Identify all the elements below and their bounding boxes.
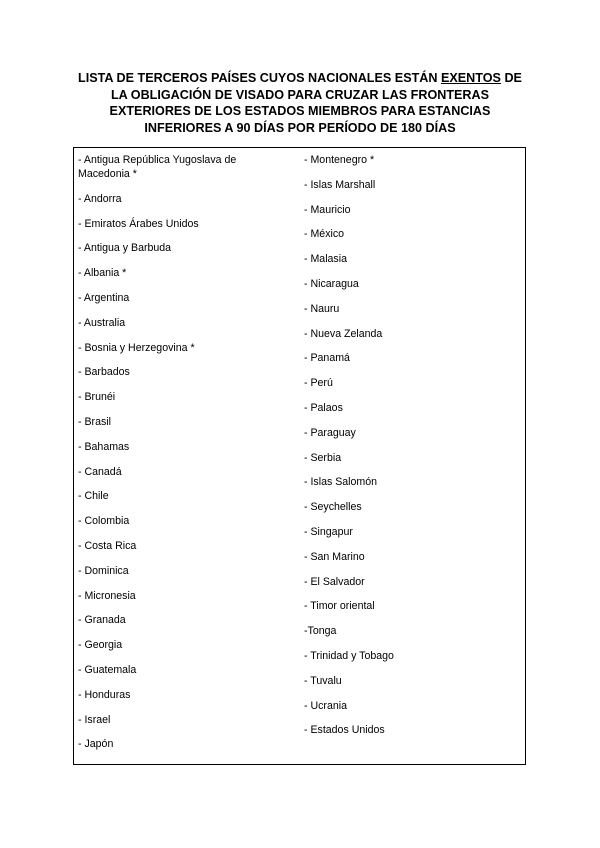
list-item: - Japón [78, 738, 114, 751]
list-item: - Bosnia y Herzegovina * [78, 341, 195, 354]
list-item: - Australia [78, 316, 126, 329]
country-list-box [73, 147, 526, 765]
list-item: - Antigua y Barbuda [78, 242, 172, 255]
list-item: - Serbia [304, 451, 342, 464]
list-item: - Singapur [304, 525, 353, 538]
list-item: - Andorra [78, 192, 122, 205]
list-item: - México [304, 228, 345, 241]
list-item: - Granada [78, 614, 126, 627]
list-item: - Trinidad y Tobago [304, 649, 394, 662]
list-item: - Chile [78, 490, 109, 503]
list-item: - Malasia [304, 253, 347, 266]
list-item: - Barbados [78, 366, 130, 379]
document-title [70, 70, 530, 137]
list-item: - Colombia [78, 515, 130, 528]
list-item: - Bahamas [78, 440, 130, 453]
list-item: - Mauricio [304, 203, 351, 216]
list-item: - Montenegro * [304, 154, 375, 166]
list-item: - Antigua República Yugoslava de Macedonia * [78, 154, 237, 180]
title-text-end: DE LA OBLIGACIÓN DE VISADO PARA CRUZAR LAS FRONTERAS EXTERIORES DE LOS ESTADOS MIEMBROS PARA ESTANCIAS INFERIORES A 90 DÍAS POR PERÍODO DE 180 DÍAS [109, 71, 522, 136]
list-item: - Islas Marshall [304, 178, 376, 191]
list-item: - Estados Unidos [304, 724, 385, 737]
title-underlined-word: EXENTOS [440, 71, 501, 85]
list-item: - Timor oriental [304, 600, 375, 613]
list-item: - Georgia [78, 639, 123, 652]
list-item: - Nicaragua [304, 277, 359, 290]
list-item: - Islas Salomón [304, 476, 378, 489]
list-item: - Nauru [304, 302, 340, 315]
list-item: - Emiratos Árabes Unidos [78, 217, 199, 230]
list-item: - El Salvador [304, 575, 365, 588]
list-item: - Dominica [78, 564, 129, 577]
list-item: - Albania * [78, 267, 127, 280]
list-item: - Canadá [78, 465, 122, 478]
list-item: - Paraguay [304, 426, 356, 439]
list-item: - Guatemala [78, 663, 137, 676]
list-item: - Costa Rica [78, 539, 137, 552]
list-item: - Brunéi [78, 391, 116, 404]
list-item: - Honduras [78, 688, 131, 701]
list-item: - Brasil [78, 415, 111, 428]
list-item: - Seychelles [304, 501, 362, 514]
right-country-column [304, 153, 504, 748]
list-item: - Ucrania [304, 699, 347, 712]
list-item: - Nueva Zelanda [304, 327, 383, 340]
list-item: - Palaos [304, 401, 343, 414]
list-item: - San Marino [304, 550, 365, 563]
list-item: -Tonga [304, 625, 337, 638]
list-item: - Perú [304, 377, 333, 390]
list-item: - Tuvalu [304, 674, 342, 687]
list-item: - Micronesia [78, 589, 136, 602]
list-item: - Argentina [78, 291, 130, 304]
list-item: - Israel [78, 713, 111, 726]
list-item: - Panamá [304, 352, 350, 365]
title-text-start: LISTA DE TERCEROS PAÍSES CUYOS NACIONALES ESTÁN [78, 71, 441, 85]
left-country-column [78, 153, 268, 762]
